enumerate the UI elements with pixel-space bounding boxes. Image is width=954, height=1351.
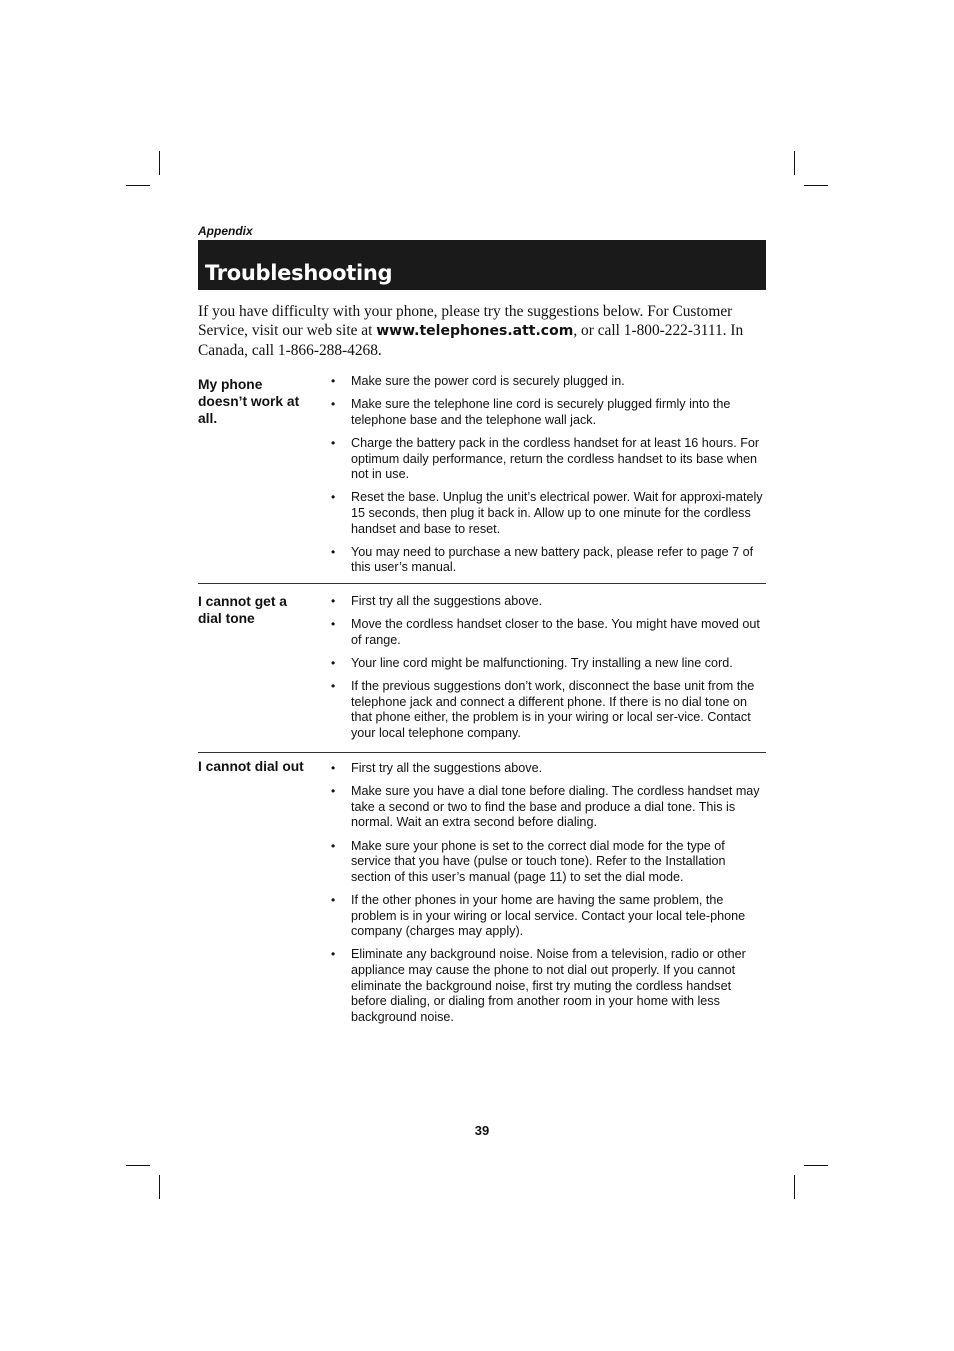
tip-text: If the other phones in your home are having the same problem, the problem is in your wiring or local service. Contact your local tele-phone company (charges may apply). [351,892,746,939]
tip-text: Make sure the power cord is securely plugged in. [351,374,625,388]
bullet-icon: • [331,679,336,694]
section-divider [198,752,766,753]
tip-text: Move the cordless handset closer to the base. You might have moved out of range. [351,617,760,647]
bullet-icon: • [331,544,336,559]
bullet-icon: • [331,892,336,907]
section-label: Appendix [198,224,253,238]
crop-mark-top-right-vertical [794,151,795,175]
page-title: Troubleshooting [205,261,393,285]
bullet-icon: • [331,435,336,450]
crop-mark-bottom-right-horizontal [804,1165,828,1166]
bullet-icon: • [331,761,336,775]
section-divider [198,583,766,584]
bullet-icon: • [331,784,336,799]
tip-text: First try all the suggestions above. [351,594,543,608]
list-item [331,656,767,672]
tip-text: You may need to purchase a new battery pack, please refer to page 7 of this user’s manual. [351,544,754,575]
crop-mark-bottom-left-horizontal [126,1165,150,1166]
bullet-icon: • [331,374,336,388]
tip-text: Your line cord might be malfunctioning. Try installing a new line cord. [351,655,733,670]
page-number: 39 [474,1123,490,1138]
list-item [331,545,767,576]
list-item [331,490,767,537]
bullet-icon: • [331,655,336,670]
crop-mark-bottom-left-vertical [159,1175,160,1199]
problem-title: My phone doesn’t work at all. [198,377,300,426]
website-link[interactable]: www.telephones.att.com [376,323,574,339]
tip-text: If the previous suggestions don’t work, disconnect the base unit from the telephone jack and connect a different phone. If there is no dial tone on that phone either, the problem is in your wiring or local ser-vice. Contact your local telephone company. [351,679,755,740]
tip-text: First try all the suggestions above. [351,761,543,775]
problem-title: I cannot get a dial tone [198,594,287,626]
tips-list [331,374,767,584]
bullet-icon: • [331,397,336,412]
bullet-icon: • [331,594,336,608]
bullet-icon: • [331,490,336,505]
list-item [331,839,767,886]
crop-mark-top-right-horizontal [804,185,828,186]
tip-text: Charge the battery pack in the cordless handset for at least 16 hours. For optimum daily performance, return the cordless handset to its base when not in use. [351,435,760,482]
list-item [331,374,767,390]
crop-mark-bottom-right-vertical [794,1175,795,1199]
intro-text-after: , or call 1-800-222-3111. In Canada, call 1-866-288-4268. [198,322,744,359]
tip-text: Make sure you have a dial tone before dialing. The cordless handset may take a second or two to find the base and produce a dial tone. This is normal. Wait an extra second before dialing. [351,784,760,830]
list-item [331,893,767,940]
list-item [331,947,767,1025]
crop-mark-top-left-vertical [159,151,160,175]
problem-title: I cannot dial out [198,759,304,774]
tip-text: Make sure your phone is set to the correct dial mode for the type of service that you have (pulse or touch tone). Refer to the Installation section of this user’s manual (page 11) to set the dial mode. [351,838,726,884]
list-item [331,761,767,777]
bullet-icon: • [331,947,336,962]
list-item [331,594,767,610]
intro-text-before: If you have difficulty with your phone, please try the suggestions below. For Customer Service, visit our web site at [198,303,733,339]
list-item [331,784,767,831]
list-item [331,617,767,648]
intro-paragraph [198,302,758,360]
bullet-icon: • [331,838,336,853]
list-item [331,436,767,483]
tips-list [331,594,767,749]
bullet-icon: • [331,617,336,632]
list-item [331,397,767,428]
title-bar [198,240,766,290]
tip-text: Eliminate any background noise. Noise from a television, radio or other appliance may cause the phone to not dial out properly. If you cannot eliminate the background noise, first try muting the cordless handset before dialing, or dialing from another room in your home with less background noise. [351,947,746,1024]
crop-mark-top-left-horizontal [126,185,150,186]
tip-text: Reset the base. Unplug the unit’s electrical power. Wait for approxi-mately 15 seconds, then plug it back in. Allow up to one minute for the cordless handset and base to reset. [351,490,763,536]
list-item [331,679,767,741]
tip-text: Make sure the telephone line cord is securely plugged firmly into the telephone base and the telephone wall jack. [351,397,731,427]
tips-list [331,761,767,1033]
